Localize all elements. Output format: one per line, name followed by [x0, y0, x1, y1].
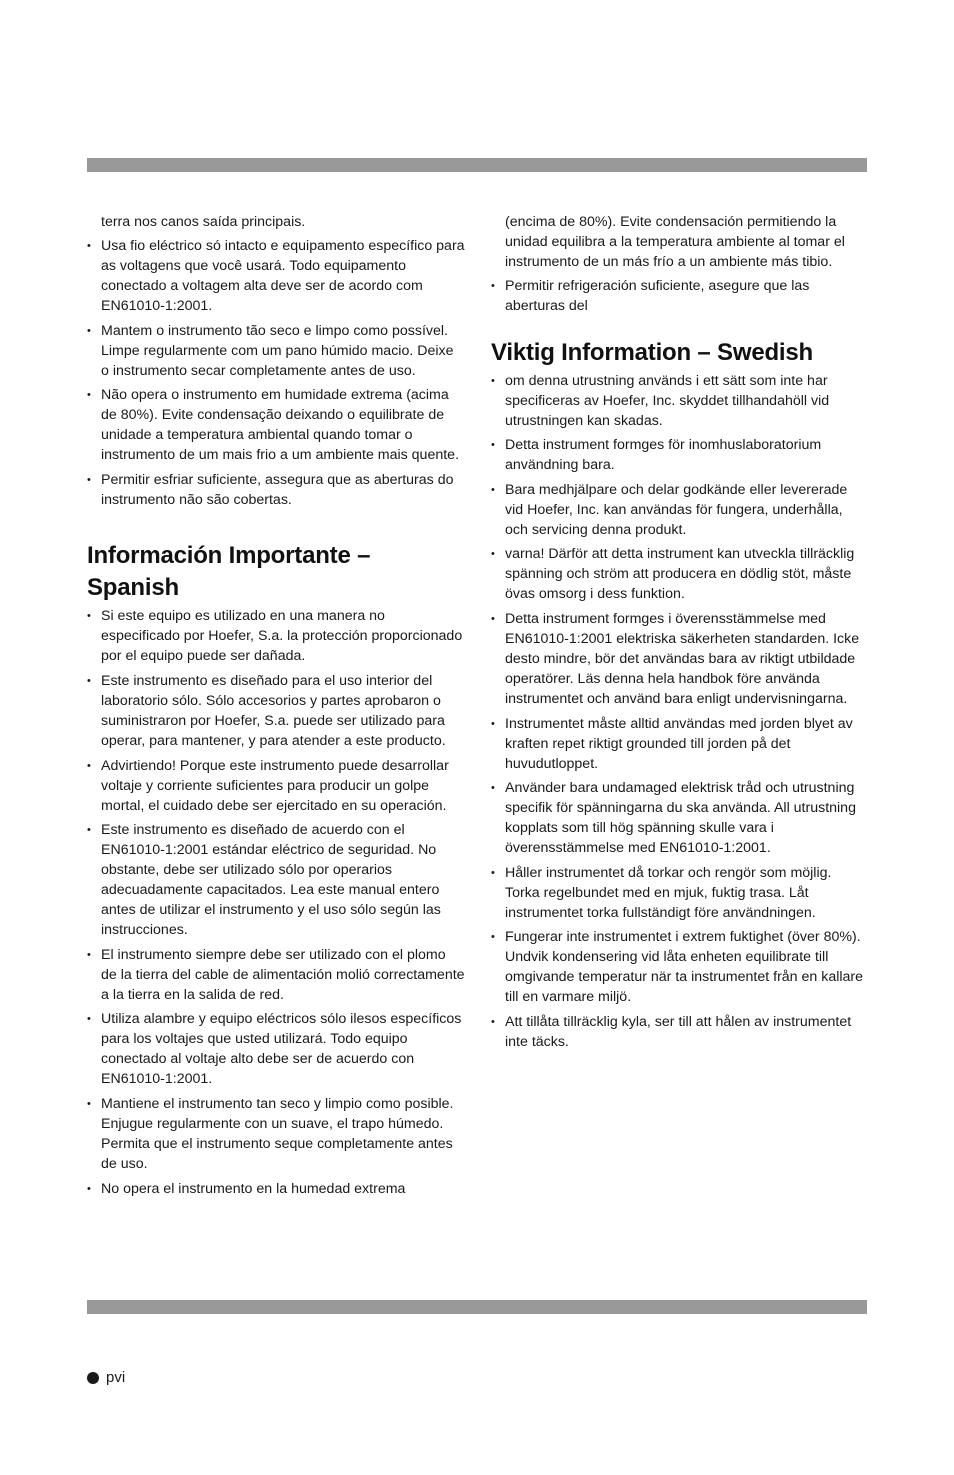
spanish-list-continued: [491, 276, 869, 316]
spanish-continuation: (encima de 80%). Evite condensación permitiendo la unidad equilibra a la temperatura ambiente al tomar el instrumento de un más frío a un ambiente más tibio.: [505, 214, 845, 270]
list-item: • Detta instrument formges i överensstämmelse med EN61010-1:2001 elektriska säkerheten standarden. Icke desto mindre, bör det användas bara av riktigt utbildade operatörer. Läs denna hela handbok före använda instrumentet och använd bara enligt undervisningarna.: [491, 609, 869, 709]
list-item: • Instrumentet måste alltid användas med jorden blyet av kraften repet riktigt grounded till jorden på det huvudutloppet.: [491, 714, 869, 774]
portuguese-list: [87, 236, 465, 510]
spanish-heading: Información Importante – Spanish: [87, 542, 371, 602]
list-item: • Utiliza alambre y equipo eléctricos sólo ilesos específicos para los voltajes que usted utilizará. Todo equipo conectado al voltaje alto debe ser de acuerdo con EN61010-1:2001.: [87, 1009, 465, 1089]
list-item: • Bara medhjälpare och delar godkände eller levererade vid Hoefer, Inc. kan användas för fungera, underhålla, och servicing denna produkt.: [491, 480, 869, 540]
list-item: • Este instrumento es diseñado para el uso interior del laboratorio sólo. Sólo accesorios y partes aprobaron o suministraron por Hoefer, S.a. puede ser utilizado para operar, para mantener, y para atender a este producto.: [87, 671, 465, 751]
list-item: • Mantiene el instrumento tan seco y limpio como posible. Enjugue regularmente con un suave, el trapo húmedo. Permita que el instrumento seque completamente antes de uso.: [87, 1094, 465, 1174]
bullet-dot-icon: [87, 1372, 99, 1384]
swedish-heading: Viktig Information – Swedish: [491, 338, 814, 366]
list-item: • Advirtiendo! Porque este instrumento puede desarrollar voltaje y corriente suficientes para producir un golpe mortal, el cuidado debe ser ejercitado en su operación.: [87, 756, 465, 816]
left-column: [87, 212, 465, 1203]
footer-rule: [87, 1300, 867, 1314]
list-item: • El instrumento siempre debe ser utilizado con el plomo de la tierra del cable de alimentación molió correctamente a la tierra en la salida de red.: [87, 945, 465, 1005]
list-item: • Fungerar inte instrumentet i extrem fuktighet (över 80%). Undvik kondensering vid låta enheten equilibrate till omgivande temperatur när ta instrumentet från en kallare till en varmare miljö.: [491, 927, 869, 1007]
list-item: • Mantem o instrumento tão seco e limpo como possível. Limpe regularmente com um pano húmido macio. Deixe o instrumento secar completamente antes de uso.: [87, 321, 465, 381]
list-item: • Este instrumento es diseñado de acuerdo con el EN61010-1:2001 estándar eléctrico de seguridad. No obstante, debe ser utilizado sólo por operarios adecuadamente capacitados. Lea este manual entero antes de utilizar el instrumento y el uso sólo según las instrucciones.: [87, 820, 465, 940]
list-item: • No opera el instrumento en la humedad extrema: [87, 1179, 465, 1199]
list-item: • Håller instrumentet då torkar och rengör som möjlig. Torka regelbundet med en mjuk, fuktig trasa. Låt instrumentet torka fullständigt före användningen.: [491, 863, 869, 923]
spanish-list: [87, 606, 465, 1198]
swedish-list: [491, 371, 869, 1052]
list-item: • Detta instrument formges för inomhuslaboratorium användning bara.: [491, 435, 869, 475]
page-footer: [87, 1368, 125, 1388]
list-item: • Permitir esfriar suficiente, assegura que as aberturas do instrumento não são cobertas.: [87, 470, 465, 510]
list-item: • Usa fio eléctrico só intacto e equipamento específico para as voltagens que você usará. Todo equipamento conectado a voltagem alta deve ser de acordo com EN61010-1:2001.: [87, 236, 465, 316]
list-item: • Não opera o instrumento em humidade extrema (acima de 80%). Evite condensação deixando o equilibrate de unidade a temperatura ambiental quando tomar o instrumento de um mais frio a um ambiente mais quente.: [87, 385, 465, 465]
list-item: • Permitir refrigeración suficiente, asegure que las aberturas del: [491, 276, 869, 316]
list-item: • varna! Därför att detta instrument kan utveckla tillräcklig spänning och ström att producera en dödlig stöt, måste övas omsorg i dess funktion.: [491, 544, 869, 604]
list-item: • Att tillåta tillräcklig kyla, ser till att hålen av instrumentet inte täcks.: [491, 1012, 869, 1052]
portuguese-continuation: terra nos canos saída principais.: [101, 214, 306, 230]
list-item: • Använder bara undamaged elektrisk tråd och utrustning specifik för spänningarna du ska använda. All utrustning kopplats som till hög spänning skulle vara i överensstämmelse med EN61010-1:2001.: [491, 778, 869, 858]
list-item: • om denna utrustning används i ett sätt som inte har specificeras av Hoefer, Inc. skyddet tillhandahöll vid utrustningen kan skadas.: [491, 371, 869, 431]
page-number: pvi: [106, 1369, 126, 1386]
header-rule: [87, 158, 867, 172]
list-item: • Si este equipo es utilizado en una manera no especificado por Hoefer, S.a. la protección proporcionado por el equipo puede ser dañada.: [87, 606, 465, 666]
right-column: [491, 212, 869, 1057]
